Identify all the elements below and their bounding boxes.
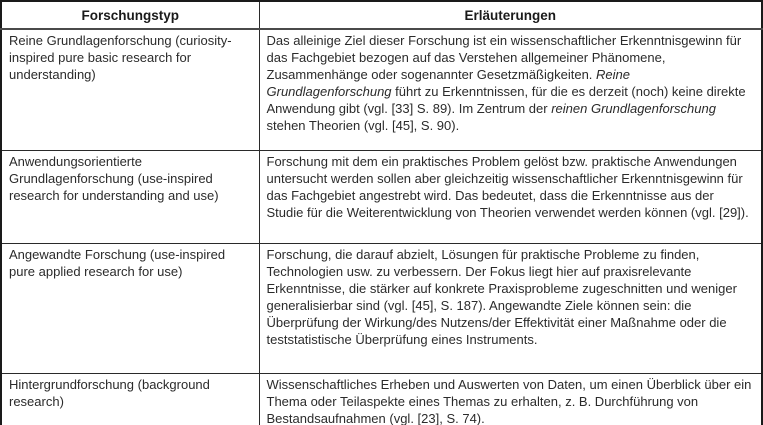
- table-header: [1, 1, 762, 29]
- table-row: [1, 373, 762, 425]
- table-row: [1, 243, 762, 373]
- forschungstyp-cell: Anwendungsorientierte Grundlagenforschung (use-inspired research for understanding and use): [1, 150, 259, 243]
- header-forschungstyp: Forschungstyp: [1, 1, 259, 29]
- header-row: [1, 1, 762, 29]
- forschungstyp-cell: Angewandte Forschung (use-inspired pure applied research for use): [1, 243, 259, 373]
- table-row: [1, 150, 762, 243]
- italic-term: Reine Grundlagenforschung: [266, 67, 630, 99]
- forschungstyp-cell: Hintergrundforschung (background research): [1, 373, 259, 425]
- erlaeuterung-cell: [259, 243, 762, 373]
- text-segment: Wissenschaftliches Erheben und Auswerten von Daten, um einen Überblick über ein Thema oder Teilaspekte eines Themas zu erhalten, z. B. Durchführung von Bestandsaufnahmen (vgl. [23], S. 74).: [266, 376, 752, 425]
- text-segment: Das alleinige Ziel dieser Forschung ist ein wissenschaftlicher Erkenntnisgewinn für das Fachgebiet bezogen auf das Verstehen allgemeiner Phänomene, Zusammenhänge oder sogenannter Gesetzmäßigkeiten.: [266, 33, 742, 82]
- text-segment: Forschung, die darauf abzielt, Lösungen für praktische Probleme zu finden, Technologien usw. zu verbessern. Der Fokus liegt hier auf praxisrelevante Erkenntnisse, die stärker auf konkrete Praxisprobleme zugeschnitten und weniger generalisierbar sind (vgl. [45], S. 187). Angewandte Ziele können sein: die Überprüfung der Wirkung/des Nutzens/der Effektivität einer Maßnahme oder die teststatistische Überprüfung eines Instruments.: [266, 246, 737, 347]
- text-segment: führt zu Erkenntnissen, für die es derzeit (noch) keine direkte Anwendung gibt (vgl. [33] S. 89). Im Zentrum der: [266, 84, 746, 116]
- text-segment: stehen Theorien (vgl. [45], S. 90).: [266, 118, 460, 133]
- erlaeuterung-cell: [259, 150, 762, 243]
- table-row: [1, 29, 762, 150]
- erlaeuterung-cell: [259, 29, 762, 150]
- italic-term: reinen Grundlagenforschung: [551, 101, 716, 116]
- text-segment: Forschung mit dem ein praktisches Problem gelöst bzw. praktische Anwendungen untersucht werden sollen aber gleichzeitig wissenschaftlicher Erkenntnisgewinn für das Fachgebiet angestrebt wird. Das bedeutet, dass die Erkenntnisse aus der Studie für die Weiterentwicklung von Theorien verwendet werden können (vgl. [29]).: [266, 153, 749, 220]
- forschungstyp-cell: Reine Grundlagenforschung (curiosity-inspired pure basic research for understanding): [1, 29, 259, 150]
- erlaeuterung-cell: [259, 373, 762, 425]
- table-body: [1, 29, 762, 425]
- header-erlaeuterungen: Erläuterungen: [259, 1, 762, 29]
